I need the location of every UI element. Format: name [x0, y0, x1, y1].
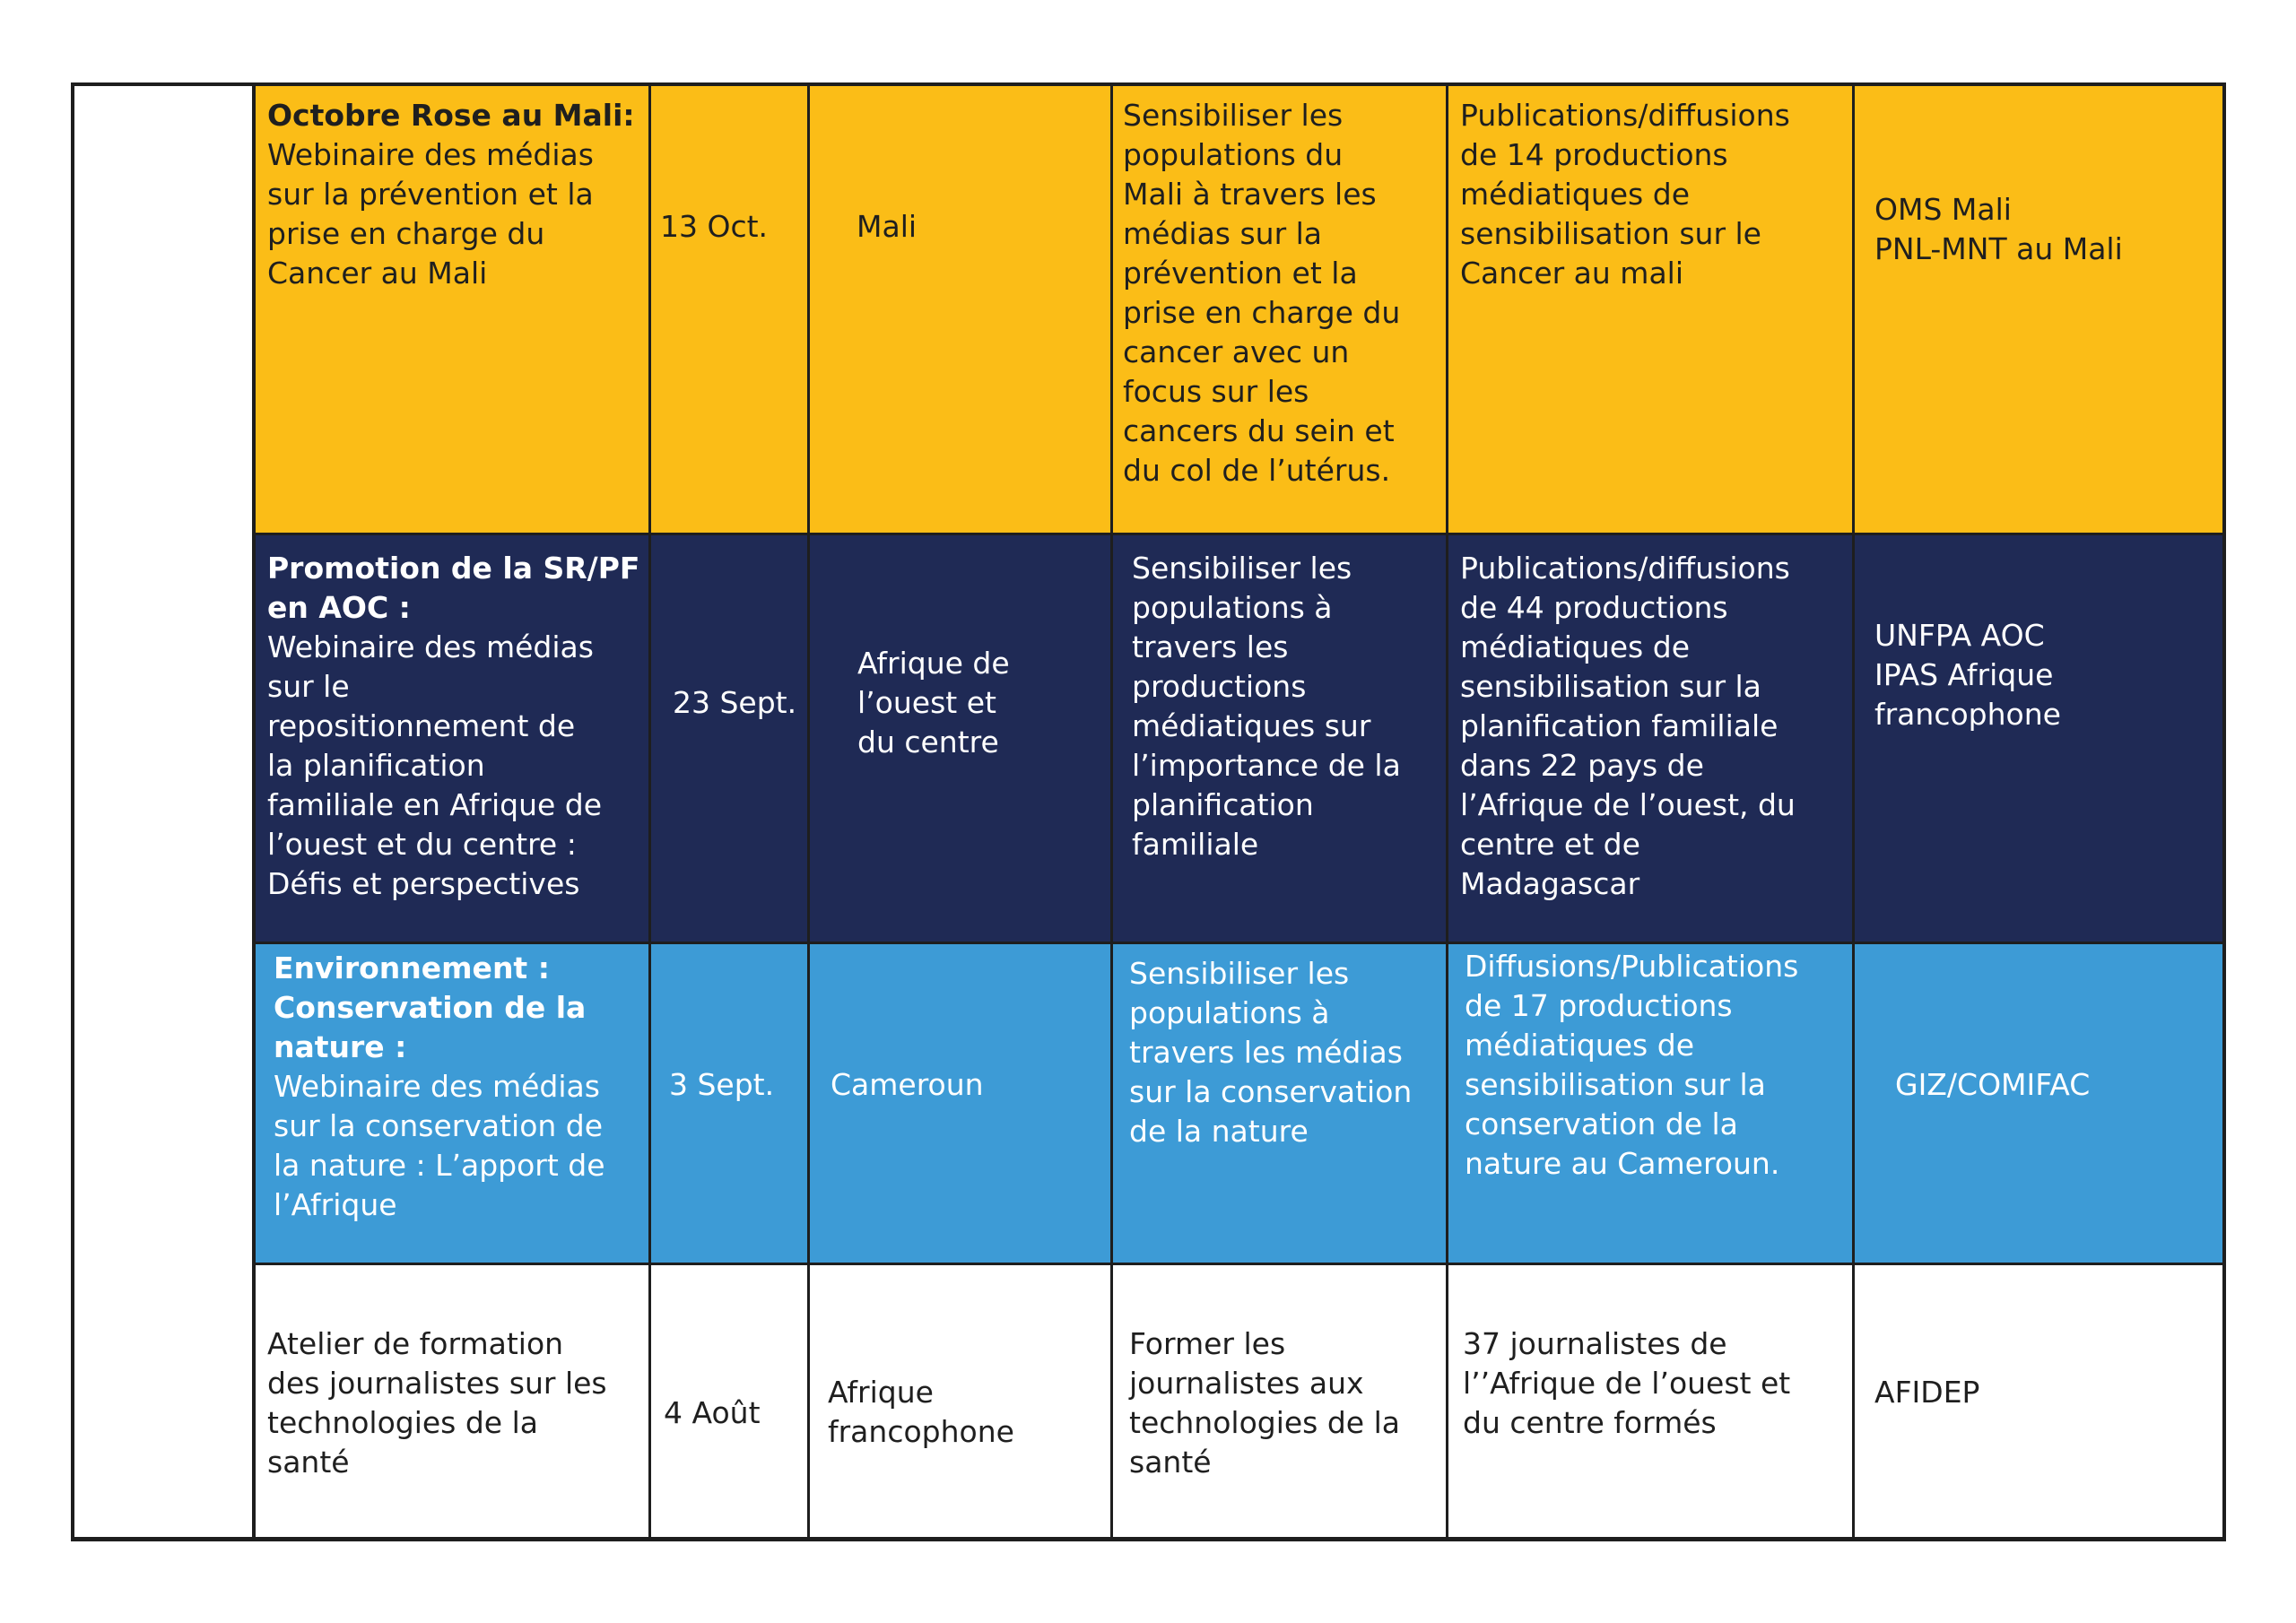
- objective-line: prise en charge du: [1123, 295, 1401, 330]
- activity-description: Cancer au Mali: [267, 256, 488, 291]
- results-cell: [1465, 947, 1798, 1184]
- objective-line: l’importance de la: [1132, 748, 1401, 783]
- table-bottom-border: [71, 1537, 2226, 1541]
- location-cell: [828, 1373, 1014, 1452]
- objective-line: populations à: [1129, 995, 1330, 1030]
- blank-first-column: [71, 82, 254, 1541]
- objective-line: Sensibiliser les: [1132, 551, 1352, 586]
- activity-description: sur la conservation de: [274, 1108, 604, 1143]
- objective-line: Mali à travers les: [1123, 177, 1377, 212]
- activity-description: Atelier de formation: [267, 1326, 564, 1361]
- partner: IPAS Afrique: [1874, 657, 2054, 692]
- activity-description: repositionnement de: [267, 708, 576, 743]
- results-line: dans 22 pays de: [1460, 748, 1704, 783]
- objective-line: de la nature: [1129, 1114, 1309, 1149]
- activity-cell: [267, 549, 639, 904]
- activity-description: la planification: [267, 748, 485, 783]
- location: Afrique de: [857, 646, 1010, 681]
- activity-description: sur la prévention et la: [267, 177, 594, 212]
- partner: UNFPA AOC: [1874, 618, 2045, 653]
- column-divider: [807, 82, 810, 1541]
- objective-line: santé: [1129, 1445, 1212, 1480]
- location: francophone: [828, 1414, 1014, 1449]
- activity-description: l’Afrique: [274, 1187, 397, 1222]
- date: 13 Oct.: [660, 209, 769, 244]
- date-cell: [669, 1065, 774, 1105]
- objective-line: médiatiques sur: [1132, 708, 1371, 743]
- location-cell: [857, 644, 1010, 762]
- objective-line: du col de l’utérus.: [1123, 453, 1391, 488]
- objective-line: sur la conservation: [1129, 1074, 1413, 1109]
- objective-line: Sensibiliser les: [1129, 956, 1350, 991]
- objective-line: cancer avec un: [1123, 334, 1350, 369]
- table-top-border: [71, 82, 2226, 86]
- results-cell: [1460, 96, 1790, 293]
- column-divider: [1852, 82, 1855, 1541]
- objective-line: travers les médias: [1129, 1035, 1403, 1070]
- objective-line: productions: [1132, 669, 1307, 704]
- row-divider: [252, 942, 2226, 944]
- objective-line: populations du: [1123, 137, 1344, 172]
- activity-title: nature :: [274, 1029, 407, 1064]
- activity-title: Promotion de la SR/PF: [267, 551, 640, 586]
- column-divider: [1446, 82, 1448, 1541]
- results-line: centre et de: [1460, 827, 1640, 862]
- objective-line: familiale: [1132, 827, 1259, 862]
- objective-line: cancers du sein et: [1123, 413, 1395, 448]
- results-line: du centre formés: [1463, 1405, 1717, 1440]
- objective-cell: [1129, 954, 1412, 1151]
- partner: AFIDEP: [1874, 1375, 1980, 1410]
- activity-title: en AOC :: [267, 590, 411, 625]
- results-line: sensibilisation sur la: [1460, 669, 1761, 704]
- results-line: médiatiques de: [1460, 177, 1690, 212]
- objective-line: travers les: [1132, 629, 1289, 664]
- activity-title: Environnement :: [274, 950, 550, 985]
- partner: francophone: [1874, 697, 2061, 732]
- activity-description: technologies de la: [267, 1405, 538, 1440]
- activity-cell: [267, 1324, 607, 1482]
- activity-description: l’ouest et du centre :: [267, 827, 577, 862]
- row-divider: [252, 1263, 2226, 1265]
- column-divider: [1110, 82, 1113, 1541]
- results-line: médiatiques de: [1460, 629, 1690, 664]
- date: 3 Sept.: [669, 1067, 775, 1102]
- location-cell: [831, 1065, 984, 1105]
- date-cell: [660, 207, 768, 247]
- location-cell: [857, 207, 917, 247]
- objective-line: Sensibiliser les: [1123, 98, 1344, 133]
- activity-cell: [267, 96, 635, 293]
- results-line: sensibilisation sur la: [1465, 1067, 1766, 1102]
- results-line: médiatiques de: [1465, 1028, 1694, 1063]
- date: 4 Août: [664, 1395, 761, 1430]
- results-line: l’’Afrique de l’ouest et: [1463, 1366, 1791, 1401]
- location: Mali: [857, 209, 918, 244]
- results-line: Cancer au mali: [1460, 256, 1684, 291]
- objective-line: prévention et la: [1123, 256, 1358, 291]
- partners-cell: [1874, 616, 2061, 734]
- results-line: Madagascar: [1460, 866, 1640, 901]
- results-line: sensibilisation sur le: [1460, 216, 1761, 251]
- partner: PNL-MNT au Mali: [1874, 231, 2123, 266]
- activity-title: Conservation de la: [274, 990, 587, 1025]
- results-cell: [1463, 1324, 1790, 1443]
- objective-line: technologies de la: [1129, 1405, 1400, 1440]
- objective-line: médias sur la: [1123, 216, 1323, 251]
- results-line: planification familiale: [1460, 708, 1779, 743]
- activity-description: des journalistes sur les: [267, 1366, 607, 1401]
- partner: GIZ/COMIFAC: [1895, 1067, 2091, 1102]
- objective-line: planification: [1132, 787, 1314, 822]
- objective-line: Former les: [1129, 1326, 1286, 1361]
- activity-description: santé: [267, 1445, 350, 1480]
- date: 23 Sept.: [673, 685, 797, 720]
- results-line: 37 journalistes de: [1463, 1326, 1727, 1361]
- activity-description: Webinaire des médias: [267, 629, 594, 664]
- results-line: Publications/diffusions: [1460, 98, 1790, 133]
- objective-cell: [1129, 1324, 1400, 1482]
- partner: OMS Mali: [1874, 192, 2012, 227]
- activity-description: prise en charge du: [267, 216, 545, 251]
- activity-cell: [274, 949, 605, 1225]
- activity-description: Défis et perspectives: [267, 866, 580, 901]
- results-line: de 44 productions: [1460, 590, 1728, 625]
- objective-line: focus sur les: [1123, 374, 1309, 409]
- activity-description: Webinaire des médias: [267, 137, 594, 172]
- results-line: conservation de la: [1465, 1107, 1738, 1141]
- row-divider: [252, 533, 2226, 535]
- results-cell: [1460, 549, 1796, 904]
- results-line: l’Afrique de l’ouest, du: [1460, 787, 1796, 822]
- activity-title: Octobre Rose au Mali:: [267, 98, 635, 133]
- partners-cell: [1895, 1065, 2090, 1105]
- date-cell: [673, 683, 796, 723]
- location: Cameroun: [831, 1067, 984, 1102]
- objective-cell: [1132, 549, 1401, 864]
- results-line: nature au Cameroun.: [1465, 1146, 1780, 1181]
- location: du centre: [857, 725, 999, 759]
- table-left-border: [71, 82, 74, 1541]
- activity-description: familiale en Afrique de: [267, 787, 603, 822]
- date-cell: [664, 1393, 761, 1433]
- table-right-border: [2222, 82, 2226, 1541]
- activity-description: la nature : L’apport de: [274, 1148, 605, 1183]
- column-divider: [252, 82, 256, 1541]
- objective-line: populations à: [1132, 590, 1333, 625]
- results-line: de 14 productions: [1460, 137, 1728, 172]
- location: l’ouest et: [857, 685, 996, 720]
- activity-description: sur le: [267, 669, 350, 704]
- column-divider: [648, 82, 651, 1541]
- results-line: Diffusions/Publications: [1465, 949, 1799, 984]
- partners-cell: [1874, 1373, 1979, 1412]
- objective-line: journalistes aux: [1129, 1366, 1364, 1401]
- activity-description: Webinaire des médias: [274, 1069, 600, 1104]
- partners-cell: [1874, 190, 2123, 269]
- results-line: de 17 productions: [1465, 988, 1733, 1023]
- objective-cell: [1123, 96, 1400, 490]
- location: Afrique: [828, 1375, 934, 1410]
- results-line: Publications/diffusions: [1460, 551, 1790, 586]
